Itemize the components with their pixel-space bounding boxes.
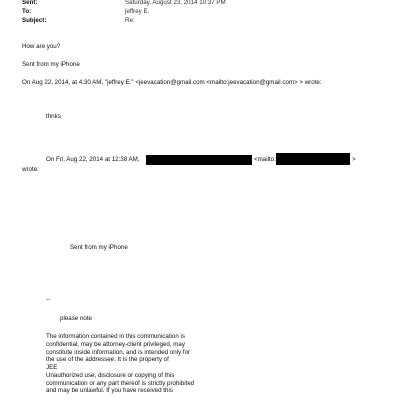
- quote2-wrote: wrote:: [22, 166, 39, 173]
- disclaimer-line: Unauthorized use, disclosure or copying of this: [46, 371, 175, 379]
- greeting-text: How are you?: [22, 43, 61, 50]
- sent-value: Saturday, August 23, 2014 10:37 PM: [125, 0, 226, 6]
- sent-label: Sent:: [22, 0, 38, 6]
- redaction-block: [146, 155, 252, 165]
- disclaimer-line: and may be unlawful. If you have received this: [46, 387, 173, 395]
- disclaimer-line: communication or any part thereof is strictly prohibited: [46, 379, 195, 387]
- disclaimer-line: The information contained in this communication is: [46, 333, 185, 340]
- reply-text: thnks: [46, 113, 61, 120]
- to-value: jeffrey E.: [125, 8, 150, 15]
- dashes-separator: --: [46, 296, 51, 303]
- subject-value: Re:: [125, 17, 135, 24]
- disclaimer-line: constitute inside information, and is intended only for: [46, 348, 191, 356]
- quote-intro-text: On Aug 22, 2014, at 4:30 AM, "jeffrey E." <jeevacation@gmail.com <mailto:jeevacation@gmail.com> > wrote:: [22, 79, 322, 86]
- disclaimer-line: the use of the addressee. It is the property of: [46, 356, 169, 364]
- signature-text-quoted: Sent from my iPhone: [70, 244, 128, 251]
- subject-label: Subject:: [22, 17, 47, 24]
- redaction-block: [276, 153, 350, 165]
- to-label: To:: [22, 8, 32, 15]
- please-note-text: please note: [60, 315, 92, 322]
- disclaimer-block: [46, 333, 286, 395]
- disclaimer-line: JEE: [46, 364, 58, 371]
- signature-text: Sent from my iPhone: [22, 61, 80, 68]
- quote2-mailto: <mailto:: [254, 156, 276, 163]
- disclaimer-line: confidential, may be attorney-client privileged, may: [46, 340, 185, 348]
- quote2-prefix: On Fri, Aug 22, 2014 at 12:38 AM,: [46, 156, 140, 163]
- quote2-suffix: >: [352, 156, 356, 163]
